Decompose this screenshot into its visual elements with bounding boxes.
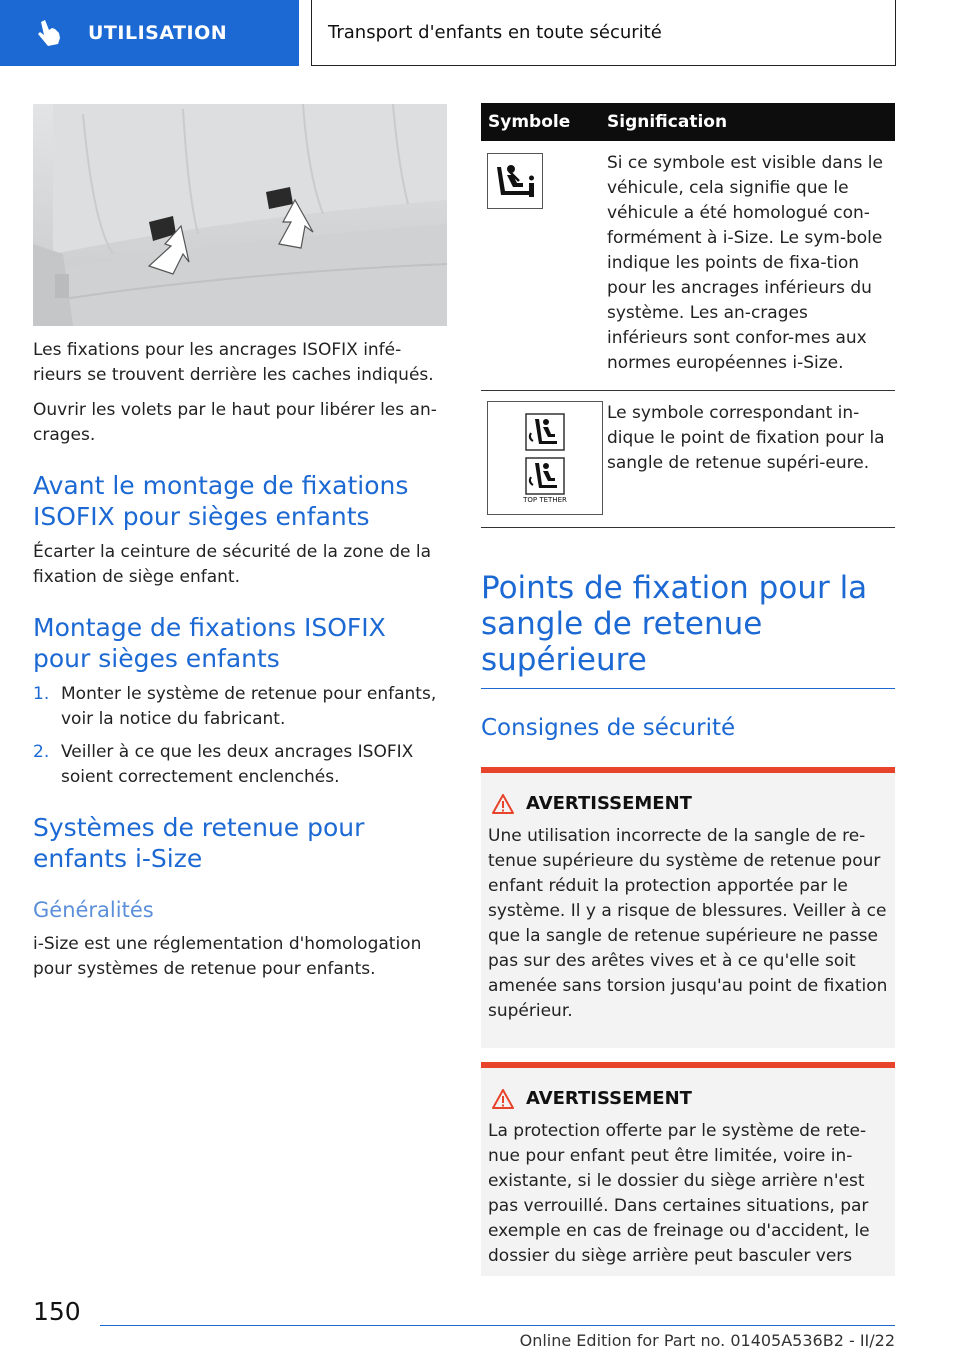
list-item (33, 740, 447, 790)
heading-systemes-isize: Systèmes de retenue pour enfants i-Size (33, 813, 365, 873)
heading-avant-montage: Avant le montage de fixations ISOFIX pour sièges enfants (33, 471, 409, 531)
heading-consignes: Consignes de sécurité (481, 715, 736, 741)
page-title: Transport d'enfants en toute sécurité (328, 22, 662, 43)
step-number: 2. (33, 742, 50, 762)
page-number: 150 (33, 1297, 81, 1326)
heading-points-fixation: Points de fixation pour la sangle de retenue supérieure (481, 570, 868, 678)
warning-title (488, 793, 888, 814)
hand-pointer-icon (32, 16, 66, 50)
step-text: Monter le système de retenue pour enfants, voir la notice du fabricant. (61, 684, 437, 729)
heading-montage: Montage de fixations ISOFIX pour sièges enfants (33, 613, 386, 673)
seat-image-icon (33, 104, 447, 326)
warning-box (481, 767, 895, 1048)
right-column (481, 103, 895, 1276)
top-tether-icon (487, 401, 603, 515)
heading-generalites: Généralités (33, 898, 154, 922)
top-tether-caption: TOP TETHER (523, 495, 567, 504)
warning-text: Une utilisation incorrecte de la sangle de re-tenue supérieure du système de retenue pour enfant réduit la protection apportée par le système. Il y a risque de blessures. Veiller à ce que la sangle de retenue supérieure ne passe pas sur des arêtes vives et à ce qu'elle soit amenée sans torsion jusqu'au point de fixation supérieur. (488, 826, 888, 1021)
section-label: UTILISATION (88, 22, 228, 44)
paragraph-isize-definition: i-Size est une réglementation d'homologation pour systèmes de retenue pour enfants. (33, 934, 422, 979)
column-header-signification: Signification (607, 112, 728, 132)
step-number: 1. (33, 684, 50, 704)
signification-text: Si ce symbole est visible dans le véhicule, cela signifie que le véhicule a été homologué con-formément à i-Size. Le sym-bole indique les points de fixa-tion pour les ancrages inférieurs du système. Les an-crages inférieurs sont confor-mes aux normes européennes i-Size. (607, 153, 883, 373)
step-text: Veiller à ce que les deux ancrages ISOFIX soient correctement enclenchés. (61, 742, 414, 787)
warning-triangle-icon (492, 794, 514, 814)
warning-title-text: AVERTISSEMENT (526, 1088, 692, 1109)
isofix-seat-photo (33, 104, 447, 326)
heading-divider (481, 688, 895, 689)
list-item (33, 682, 447, 732)
warning-title (488, 1088, 888, 1109)
left-column (33, 104, 447, 982)
section-tab (0, 0, 299, 66)
top-tether-seat-icon (525, 457, 565, 495)
warning-box (481, 1062, 895, 1276)
table-row (481, 391, 895, 528)
step-list (33, 682, 447, 790)
paragraph-isofix-location: Les fixations pour les ancrages ISOFIX infé-rieurs se trouvent derrière les caches indiqués. (33, 340, 434, 385)
footer-edition: Online Edition for Part no. 01405A536B2 - II/22 (519, 1331, 895, 1350)
table-header (481, 103, 895, 141)
warning-text: La protection offerte par le système de rete-nue pour enfant peut être limitée, voire in-existante, si le dossier du siège arrière n'est pas verrouillé. Dans certaines situations, par exemple en cas de freinage ou d'accident, le dossier du siège arrière peut basculer vers (488, 1121, 870, 1266)
page-header (311, 0, 896, 66)
symbol-cell (481, 151, 607, 376)
signification-text: Le symbole correspondant in-dique le point de fixation pour la sangle de retenue supéri-eure. (607, 403, 885, 473)
warning-triangle-icon (492, 1089, 514, 1109)
warning-title-text: AVERTISSEMENT (526, 793, 692, 814)
symbol-cell (481, 401, 607, 515)
paragraph-open-flaps: Ouvrir les volets par le haut pour libérer les an-crages. (33, 400, 437, 445)
footer-divider (100, 1325, 895, 1326)
column-header-symbole: Symbole (488, 112, 571, 132)
table-row (481, 141, 895, 391)
paragraph-seatbelt: Écarter la ceinture de sécurité de la zone de la fixation de siège enfant. (33, 542, 432, 587)
top-tether-seat-icon (525, 413, 565, 451)
isize-child-seat-icon (487, 153, 543, 209)
